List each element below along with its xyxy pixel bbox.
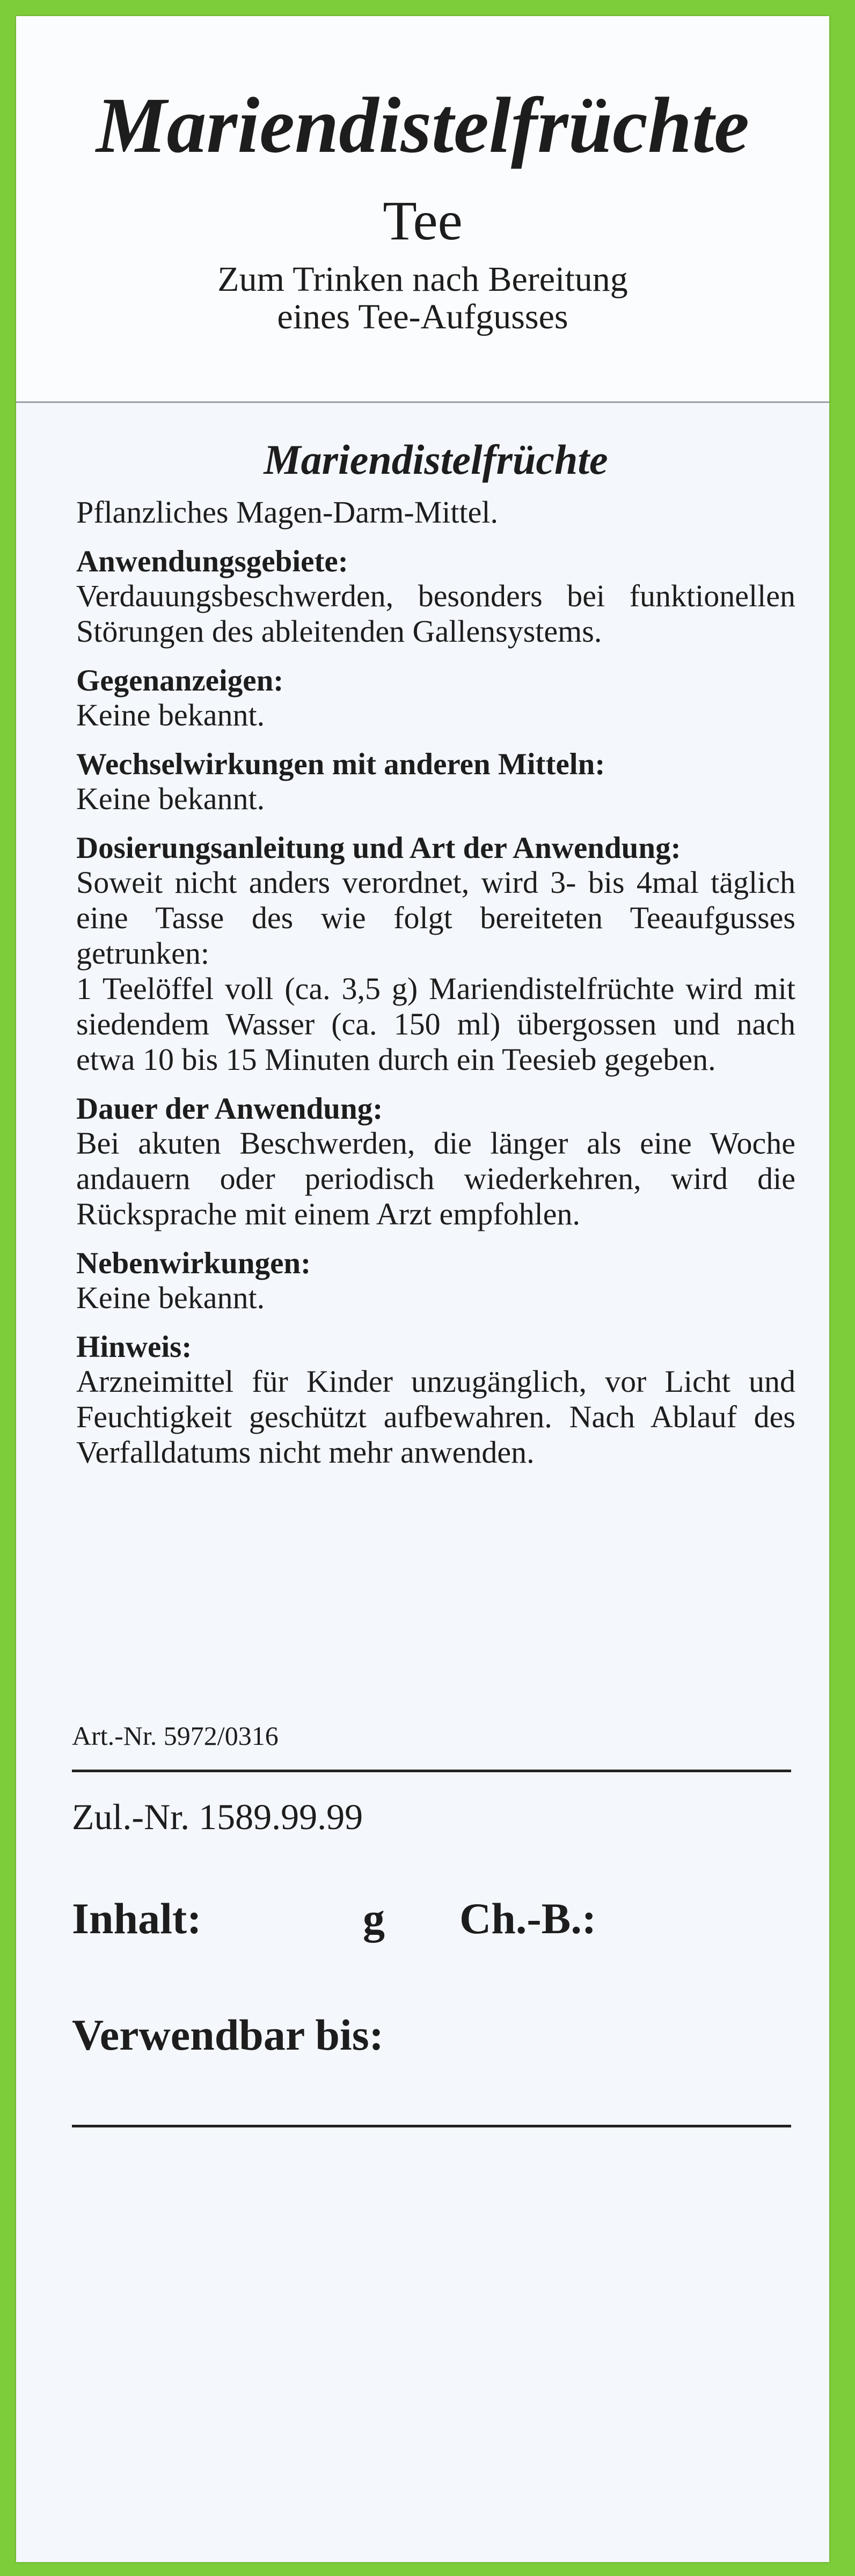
section-hinweis: [76, 1331, 795, 1470]
batch-label: Ch.-B.:: [459, 1894, 597, 1943]
leaflet-body: [76, 436, 795, 1485]
leaflet-title: Mariendistelfrüchte: [264, 436, 608, 483]
section-anwendungsgebiete: [76, 545, 795, 649]
expiry-line: [72, 2125, 791, 2127]
section-heading: Dauer der Anwendung:: [76, 1092, 383, 1126]
label-header: [16, 16, 829, 403]
preparation-line-1: Zum Trinken nach Bereitung: [217, 260, 628, 299]
section-text: Bei akuten Beschwerden, die länger als eine Woche andauern oder periodisch wiederkehren, wird die Rücksprache mit einem Arzt empfohlen.: [76, 1126, 795, 1231]
section-text: Keine bekannt.: [76, 698, 265, 732]
section-heading: Hinweis:: [76, 1330, 192, 1364]
content-unit: g: [363, 1894, 385, 1943]
package-label: [16, 16, 829, 2562]
registration-number: Zul.-Nr. 1589.99.99: [72, 1796, 363, 1837]
preparation-line-2: eines Tee-Aufgusses: [277, 297, 568, 336]
section-heading: Anwendungsgebiete:: [76, 545, 348, 578]
section-text: Keine bekannt.: [76, 781, 265, 816]
section-text: Keine bekannt.: [76, 1280, 265, 1315]
article-number: Art.-Nr. 5972/0316: [72, 1721, 279, 1751]
section-text: Verdauungsbeschwerden, besonders bei funktionellen Störungen des ableitenden Gallensystems.: [76, 578, 795, 649]
section-heading: Dosierungsanleitung und Art der Anwendung:: [76, 831, 681, 865]
product-title: Mariendistelfrüchte: [96, 82, 749, 170]
section-heading: Nebenwirkungen:: [76, 1246, 311, 1280]
expiry-label: Verwendbar bis:: [72, 2010, 384, 2059]
section-text: Soweit nicht anders verordnet, wird 3- bis 4mal täglich eine Tasse des wie folgt bereiteten Teeaufgusses getrunken:: [76, 865, 795, 971]
content-label: Inhalt:: [72, 1894, 202, 1943]
divider-line: [72, 1770, 791, 1772]
section-text-preparation: 1 Teelöffel voll (ca. 3,5 g) Mariendistelfrüchte wird mit siedendem Wasser (ca. 150 ml) übergossen und nach etwa 10 bis 15 Minuten durch ein Teesieb gegeben.: [76, 971, 795, 1077]
section-dauer: [76, 1092, 795, 1232]
section-wechselwirkungen: [76, 748, 795, 817]
section-heading: Wechselwirkungen mit anderen Mitteln:: [76, 747, 605, 781]
leaflet-intro: Pflanzliches Magen-Darm-Mittel.: [76, 495, 498, 530]
product-subtitle: Tee: [383, 190, 463, 252]
section-dosierung: [76, 832, 795, 1077]
section-heading: Gegenanzeigen:: [76, 664, 284, 698]
section-nebenwirkungen: [76, 1247, 795, 1316]
section-text: Arzneimittel für Kinder unzugänglich, vor Licht und Feuchtigkeit geschützt aufbewahren. Nach Ablauf des Verfalldatums nicht mehr anwenden.: [76, 1364, 795, 1470]
section-gegenanzeigen: [76, 664, 795, 733]
